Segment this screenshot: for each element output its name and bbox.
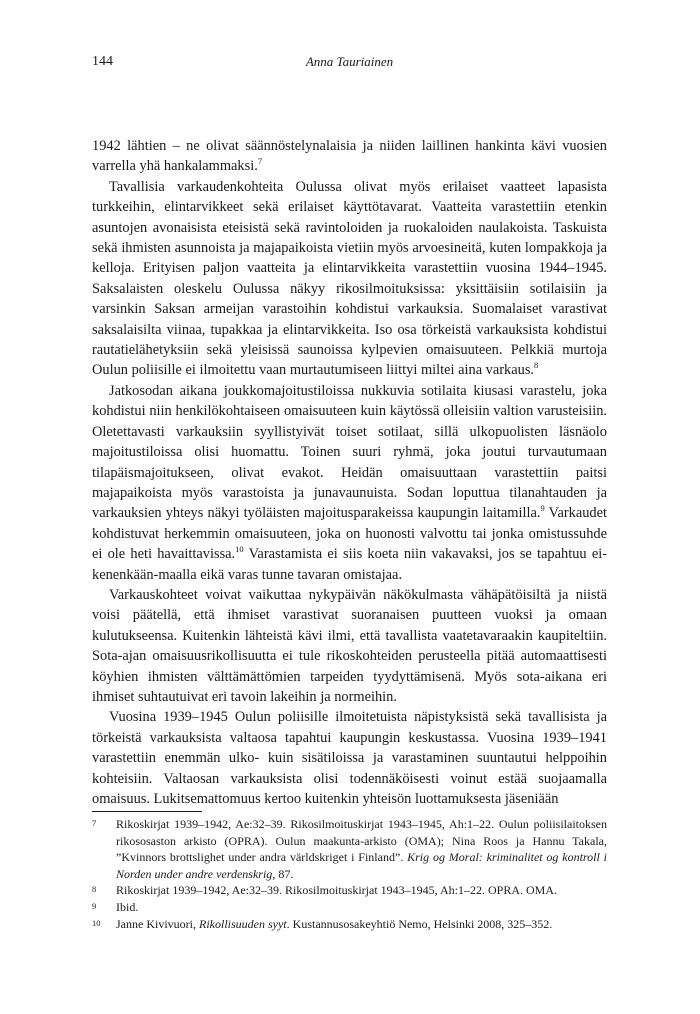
- running-head-author: Anna Tauriainen: [305, 54, 394, 69]
- footnote-mark: 10: [235, 544, 244, 555]
- footnote-number: 10: [92, 917, 101, 928]
- footnote: [92, 882, 607, 899]
- footnote-number: 9: [92, 900, 97, 911]
- paragraph: [92, 381, 607, 585]
- book-page: [92, 0, 607, 1014]
- footnote: [92, 916, 607, 933]
- paragraph: [92, 707, 607, 809]
- paragraph-text: Varastamista ei siis koeta niin vakavaksi, jos se tapahtuu ei-kenenkään-maalla eikä varas tunne tavaran omistajaa.: [92, 546, 608, 583]
- footnote-text: . Kustannusosakeyhtiö Nemo, Helsinki 2008, 325–352.: [286, 916, 553, 931]
- paragraph: [92, 136, 607, 177]
- footnote-text: Rikoskirjat 1939–1942, Ae:32–39. Rikosilmoituskirjat 1943–1945, Ah:1–22. OPRA. OMA.: [116, 883, 558, 898]
- paragraph-text: Jatkosodan aikana joukkomajoitustiloissa nukkuvia sotilaita kiusasi varastelu, joka kohdistui niin henkilökohtaiseen omaisuuteen kuin käytössä olleisiin valtion varusteisiin. Oletettavasti varkauksiin syyllistyivät toiset sotilaat, sillä ulkopuolisten läsnäolo majoitustiloissa olisi huomattu. Toinen suuri ryhmä, joka joutui turvautumaan tilapäismajoitukseen, olivat evakot. Heidän omaisuuttaan varastettiin paitsi majapaikoista myös varastoista ja junavaunuista. Sodan loputtua tilanahtauden ja varkauksien yhteys näkyi työläisten majoitusparakeissa kaupungin laitamilla.: [92, 382, 607, 522]
- footnote-divider: [92, 811, 202, 812]
- footnote-number: 8: [92, 884, 97, 895]
- footnote-number: 7: [92, 818, 97, 828]
- footnote-mark: 7: [257, 156, 263, 167]
- paragraph-text: Varkauskohteet voivat vaikuttaa nykypäivän näkökulmasta vähäpätöisiltä ja niistä voisi päätellä, että ihmiset varastivat suoranaisen puutteen vuoksi ja omaan kulutukseensa. Kuitenkin lähteistä kävi ilmi, että tavallista vaatetavaraakin kaupiteltiin. Sota-ajan omaisuusrikollisuutta ei tule rikoskohteiden perusteella pitää automaattisesti köyhien ihmisten välttämättömien tarpeiden tyydyttämisenä. Myös sota-aikana eri ihmiset suhtautuivat eri tavoin lakeihin ja normeihin.: [92, 586, 607, 705]
- paragraph: [92, 585, 607, 707]
- footnotes: [92, 816, 607, 932]
- paragraph-text: Tavallisia varkaudenkohteita Oulussa olivat myös erilaiset vaatteet lapasista turkkeihin, elintarvikkeet sekä erilaiset käyttötavarat. Vaatteita varastettiin etenkin asuntojen avonaisista eteisistä sekä ravintoloiden ja ruokaloiden naulakoista. Taskuista sekä ihmisten asunnoista ja majapaikoista vietiin myös arvoesineitä, kuten lompakkoja ja kelloja. Erityisen paljon vaatteita ja elintarvikkeita varastettiin vuosina 1944–1945. Saksalaisten oleskelu Oulussa näkyy rikosilmoituksissa: yksittäisiin sotilaisiin ja varsinkin Saksan armeijan varastoihin kohdistui varkauksia. Suomalaiset varastivat saksalaisilta viinaa, tupakkaa ja elintarvikkeita. Iso osa törkeistä varkauksista kohdistui rautatielähetyksiin sekä yleisissä saunoissa kylpevien omaisuuteen. Pelkkiä murtoja Oulun poliisille ei ilmoitettu vaan murtautumiseen liittyi miltei aina varkaus.: [92, 178, 607, 379]
- body-text: [92, 136, 607, 809]
- footnote: [92, 816, 607, 882]
- footnote-text: , 87.: [272, 866, 294, 881]
- footnote-text: Ibid.: [116, 899, 139, 914]
- footnote-text: Janne Kivivuori,: [116, 916, 199, 931]
- footnote-italic-title: Rikollisuuden syyt: [199, 916, 287, 931]
- footnote-mark: 8: [534, 360, 539, 371]
- footnote-mark: 9: [540, 503, 545, 514]
- footnote: [92, 899, 607, 916]
- footnote-text: Rikoskirjat 1939–1942, Ae:32–39. Rikosilmoituskirjat 1943–1945, Ah:1–22. Oulun poliisilaitoksen rikososaston arkisto (OPRA). Oulun maakunta-arkisto (OMA); Nina Roos ja Hannu Takala, ”Kvinnors brottslighet under andra världskriget i Finland”.: [116, 817, 607, 865]
- paragraph: [92, 177, 607, 381]
- paragraph-text: Varkaudet kohdistuvat herkemmin omaisuuteen, joka on huonosti valvottu tai jonka omistussuhde ei ole heti havaittavissa.: [92, 505, 607, 563]
- page-number: 144: [92, 54, 113, 69]
- paragraph-text: 1942 lähtien – ne olivat säännöstelynalaisia ja niiden laillinen hankinta kävi vuosien varrella yhä hankalammaksi.: [92, 138, 607, 175]
- paragraph-text: Vuosina 1939–1945 Oulun poliisille ilmoitetuista näpistyksistä sekä tavallisista ja törkeistä varkauksista valtaosa tapahtui kaupungin keskustassa. Vuosina 1939–1941 varastettiin enemmän ulko- kuin sisätiloissa ja varastaminen suuntautui helppoihin kohteisiin. Valtaosan varkauksista olisi todennäköisesti voinut estää suojaamalla omaisuus. Lukitsemattomuus kertoo kuitenkin yhteisön luottamuksesta jäseniään: [92, 709, 607, 807]
- page-header: [92, 54, 607, 74]
- footnote-italic-title: Krig og Moral: kriminalitet og kontroll i Norden under andre verdenskrig: [116, 850, 607, 881]
